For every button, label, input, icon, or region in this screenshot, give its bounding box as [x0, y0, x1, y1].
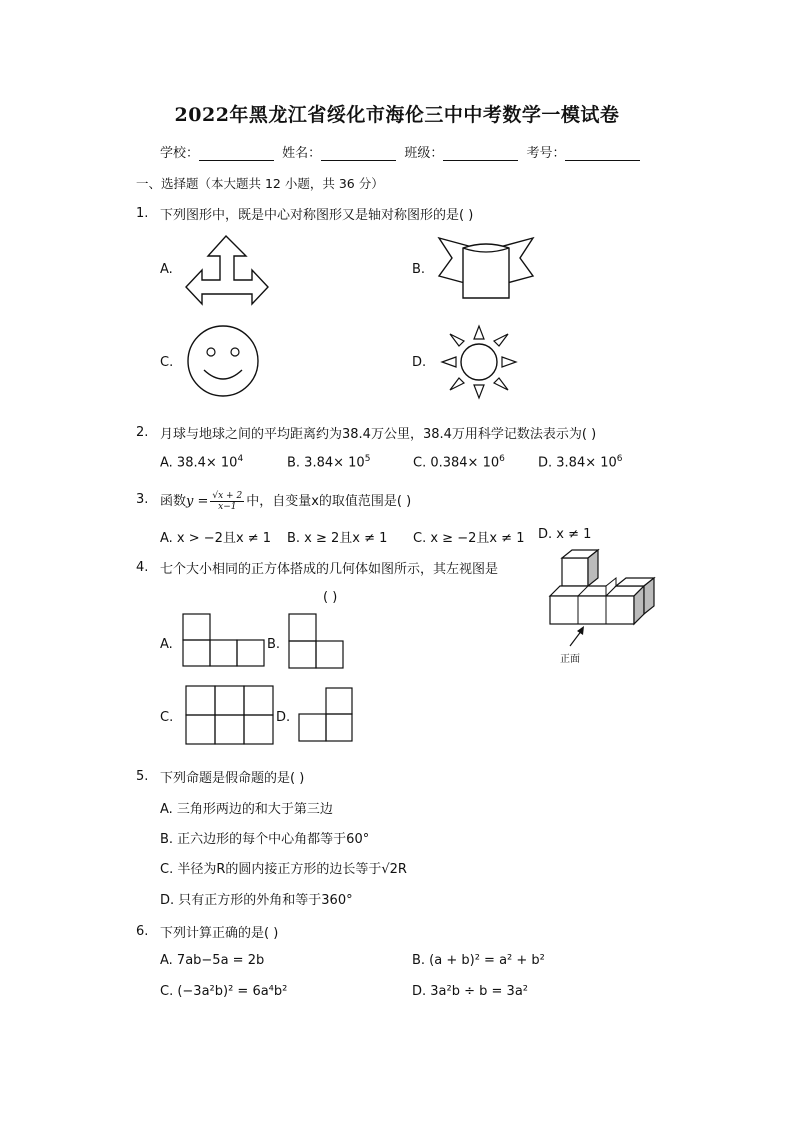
q2-option-a-exp: 4	[237, 454, 244, 464]
q4-option-d-label: D.	[276, 710, 291, 725]
q2-option-c-base: C. 0.384× 10	[413, 455, 500, 471]
class-blank[interactable]	[443, 148, 518, 161]
q1-option-b-label: B.	[412, 262, 426, 277]
q3-formula-lhs: y =	[186, 494, 209, 509]
q1-b-ribbon-figure	[436, 236, 536, 302]
school-label: 学校：	[160, 146, 200, 161]
q4-text: 七个大小相同的正方体搭成的几何体如图所示，其左视图是	[160, 562, 499, 577]
q4-c-view	[186, 686, 276, 746]
name-blank[interactable]	[321, 148, 396, 161]
q1-d-sun-figure	[440, 324, 518, 400]
exam-title: 2022年黑龙江省绥化市海伦三中中考数学一模试卷	[174, 104, 620, 126]
q3-text	[160, 490, 411, 512]
q2-option-a	[160, 454, 243, 470]
q1-number: 1.	[136, 206, 149, 221]
q4-cube-figure	[548, 548, 660, 634]
q6-option-c: C. (−3a²b)² = 6a⁴b²	[160, 984, 288, 999]
q5-option-d: D. 只有正方形的外角和等于360°	[160, 893, 353, 908]
q2-option-b	[287, 454, 370, 470]
q5-text: 下列命题是假命题的是( )	[160, 771, 305, 786]
q4-option-a-label: A.	[160, 637, 173, 652]
q4-paren: ( )	[323, 590, 338, 605]
q4-a-view	[183, 614, 265, 668]
q1-c-smiley-figure	[186, 324, 260, 398]
q4-front-label: 正面	[560, 654, 580, 665]
q5-option-b: B. 正六边形的每个中心角都等于60°	[160, 832, 370, 847]
q4-option-c-label: C.	[160, 710, 174, 725]
school-blank[interactable]	[199, 148, 274, 161]
number-label: 考号：	[526, 146, 566, 161]
q4-option-b-label: B.	[267, 637, 281, 652]
q3-text-pre: 函数	[160, 494, 187, 509]
section-heading: 一、选择题（本大题共 12 小题，共 36 分）	[136, 176, 384, 191]
q6-number: 6.	[136, 924, 149, 939]
q2-text: 月球与地球之间的平均距离约为38.4万公里，38.4万用科学记数法表示为( )	[160, 427, 597, 442]
name-label: 姓名：	[282, 146, 322, 161]
q3-option-a: A. x > −2且x ≠ 1	[160, 531, 272, 546]
q2-option-d	[538, 454, 623, 470]
q2-number: 2.	[136, 425, 149, 440]
q2-option-b-exp: 5	[364, 454, 371, 464]
q6-text: 下列计算正确的是( )	[160, 926, 279, 941]
q3-fraction-numerator: √x + 2	[212, 491, 243, 501]
q3-number: 3.	[136, 492, 149, 507]
q4-number: 4.	[136, 560, 149, 575]
q1-option-a-label: A.	[160, 262, 173, 277]
q4-b-view	[289, 614, 345, 670]
q2-option-a-base: A. 38.4× 10	[160, 455, 238, 471]
student-info-row	[160, 142, 644, 161]
q6-option-b: B. (a + b)² = a² + b²	[412, 953, 545, 968]
q3-option-b: B. x ≥ 2且x ≠ 1	[287, 531, 388, 546]
q2-option-c-exp: 6	[499, 454, 505, 464]
q2-option-c	[413, 454, 505, 470]
q3-option-c: C. x ≥ −2且x ≠ 1	[413, 531, 525, 546]
q5-option-c: C. 半径为R的圆内接正方形的边长等于√2R	[160, 862, 407, 877]
q3-text-post: 中，自变量x的取值范围是( )	[246, 494, 412, 509]
class-label: 班级：	[404, 146, 444, 161]
q3-option-d: D. x ≠ 1	[538, 527, 592, 542]
q2-option-d-base: D. 3.84× 10	[538, 455, 617, 471]
q3-fraction-denominator: x−1	[218, 502, 237, 512]
q5-option-a: A. 三角形两边的和大于第三边	[160, 802, 333, 817]
q1-a-arrow-figure	[186, 235, 270, 305]
q2-option-b-base: B. 3.84× 10	[287, 455, 365, 471]
q6-option-a: A. 7ab−5a = 2b	[160, 953, 265, 968]
q3-fraction	[210, 491, 244, 512]
q5-number: 5.	[136, 769, 149, 784]
q2-option-d-exp: 6	[616, 454, 623, 464]
q6-option-d: D. 3a²b ÷ b = 3a²	[412, 984, 528, 999]
q4-d-view	[299, 688, 355, 744]
q1-option-d-label: D.	[412, 355, 427, 370]
q1-option-c-label: C.	[160, 355, 174, 370]
q1-text: 下列图形中，既是中心对称图形又是轴对称图形的是( )	[160, 208, 474, 223]
number-blank[interactable]	[565, 148, 640, 161]
